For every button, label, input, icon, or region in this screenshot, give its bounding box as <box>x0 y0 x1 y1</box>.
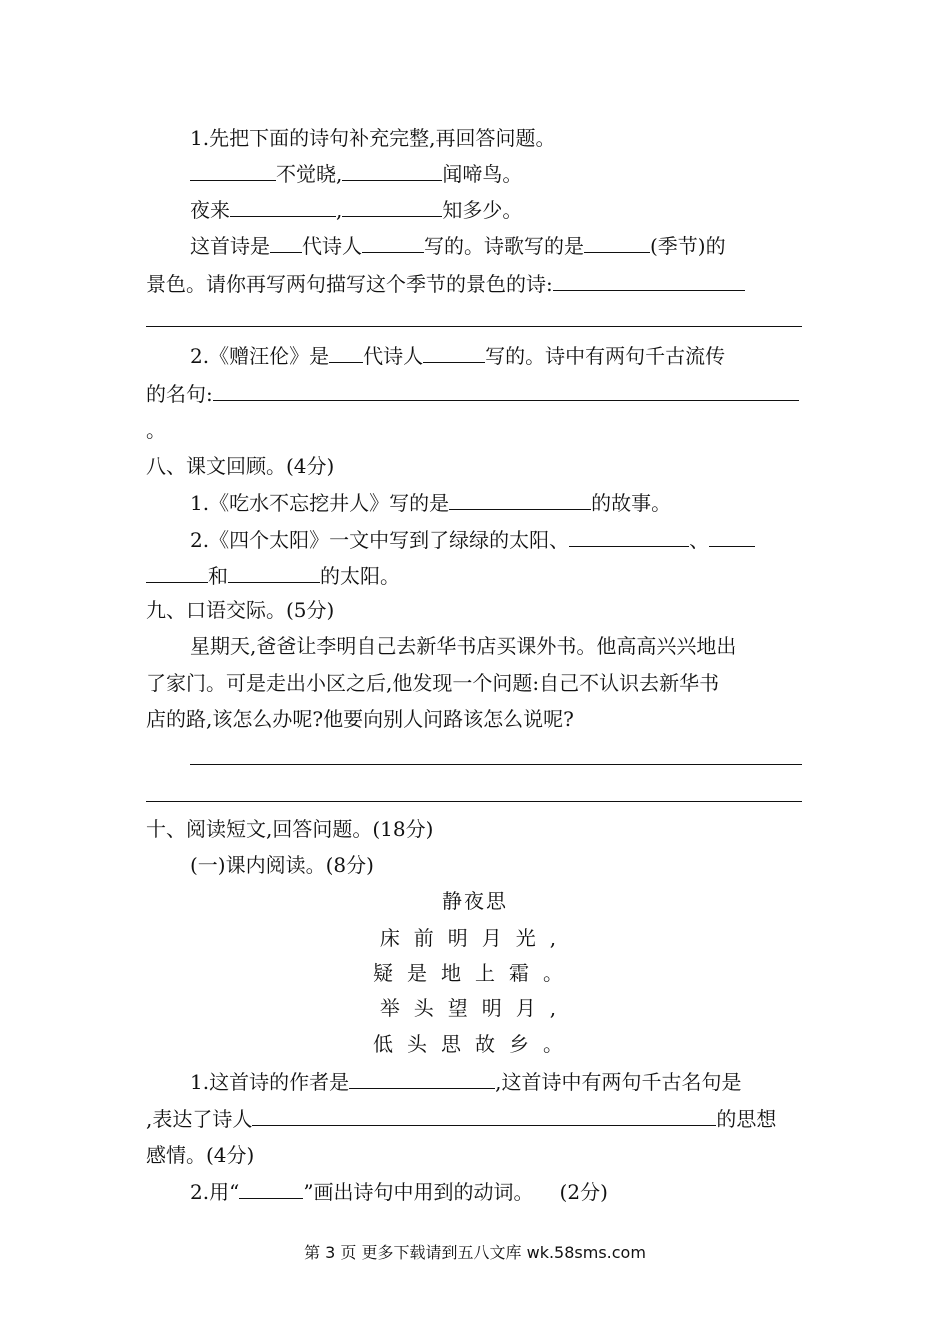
q10-heading: 十、阅读短文,回答问题。(18分) <box>146 817 434 841</box>
q10-sub1: (一)课内阅读。(8分) <box>190 853 374 877</box>
text: (2分) <box>559 1180 608 1204</box>
q8-heading: 八、课文回顾。(4分) <box>146 454 335 478</box>
text: 1.这首诗的作者是 <box>190 1070 350 1094</box>
text: 2.《四个太阳》一文中写到了绿绿的太阳、 <box>190 528 570 552</box>
q7-line4 <box>146 270 745 298</box>
text: 这首诗是 <box>190 234 270 258</box>
page-footer: 第 3 页 更多下载请到五八文库 wk.58sms.com <box>304 1243 646 1262</box>
blank[interactable] <box>362 234 424 253</box>
blank[interactable] <box>146 564 208 583</box>
blank[interactable] <box>230 198 336 217</box>
answer-line[interactable] <box>146 801 802 802</box>
q7-line3 <box>190 232 726 260</box>
q9-para-line2: 了家门。可是走出小区之后,他发现一个问题:自己不认识去新华书 <box>146 671 720 695</box>
text: 知多少。 <box>442 198 523 222</box>
text: ,表达了诗人 <box>146 1107 253 1131</box>
blank[interactable] <box>349 1070 495 1089</box>
poem-line: 低头思故乡。 <box>373 1032 577 1056</box>
q8-item2-line1 <box>190 526 755 554</box>
poem-line: 疑是地上霜。 <box>373 961 577 985</box>
text: (季节)的 <box>650 234 726 258</box>
blank[interactable] <box>329 344 363 363</box>
q9-para-line1: 星期天,爸爸让李明自己去新华书店买课外书。他高高兴兴地出 <box>190 634 737 658</box>
blank[interactable] <box>342 162 442 181</box>
q10-item1-line2 <box>146 1105 776 1133</box>
blank[interactable] <box>213 382 799 401</box>
blank[interactable] <box>709 528 755 547</box>
blank[interactable] <box>423 344 485 363</box>
blank[interactable] <box>569 528 689 547</box>
text: 和 <box>208 564 228 588</box>
q10-item2 <box>190 1178 608 1206</box>
text: ”画出诗句中用到的动词。 <box>303 1180 534 1204</box>
text: 2.用“ <box>190 1180 240 1204</box>
poem-line: 举头望明月, <box>379 996 571 1020</box>
text: 的思想 <box>716 1107 777 1131</box>
q8-item1 <box>190 489 671 517</box>
q7-poem-line2 <box>190 196 522 224</box>
answer-line[interactable] <box>146 326 802 327</box>
blank[interactable] <box>252 1107 716 1126</box>
q10-item1-line3: 感情。(4分) <box>146 1143 255 1167</box>
blank[interactable] <box>270 234 302 253</box>
text: 的故事。 <box>591 491 672 515</box>
text: , <box>336 198 343 222</box>
text: 景色。请你再写两句描写这个季节的景色的诗: <box>146 272 553 296</box>
blank[interactable] <box>553 272 745 291</box>
q7-poem-line1 <box>190 160 522 188</box>
text: 代诗人 <box>302 234 362 258</box>
poem-title: 静夜思 <box>442 889 508 913</box>
text: 写的。诗中有两句千古流传 <box>485 344 726 368</box>
q7-item1-prompt: 1.先把下面的诗句补充完整,再回答问题。 <box>190 126 556 150</box>
blank[interactable] <box>449 491 591 510</box>
answer-line[interactable] <box>190 764 802 765</box>
poem-line: 床前明月光, <box>379 926 571 950</box>
text: 2.《赠汪伦》是 <box>190 344 330 368</box>
blank[interactable] <box>342 198 442 217</box>
text: 夜来 <box>190 198 230 222</box>
blank[interactable] <box>239 1180 303 1199</box>
text: 的名句: <box>146 382 213 406</box>
q10-item1-line1 <box>190 1068 741 1096</box>
text: 代诗人 <box>363 344 424 368</box>
text: 的太阳。 <box>320 564 400 588</box>
q7-item2-end: 。 <box>146 418 166 442</box>
q7-item2-line1 <box>190 342 725 370</box>
q9-heading: 九、口语交际。(5分) <box>146 598 335 622</box>
blank[interactable] <box>228 564 320 583</box>
text: 、 <box>689 528 710 552</box>
text: 闻啼鸟。 <box>442 162 523 186</box>
q7-item2-line2 <box>146 380 799 408</box>
text: ,这首诗中有两句千古名句是 <box>495 1070 742 1094</box>
blank[interactable] <box>584 234 650 253</box>
blank[interactable] <box>190 162 276 181</box>
q9-para-line3: 店的路,该怎么办呢?他要向别人问路该怎么说呢? <box>146 707 574 731</box>
q8-item2-line2 <box>146 562 400 590</box>
text: 1.《吃水不忘挖井人》写的是 <box>190 491 450 515</box>
text: 不觉晓, <box>276 162 343 186</box>
text: 写的。诗歌写的是 <box>424 234 584 258</box>
